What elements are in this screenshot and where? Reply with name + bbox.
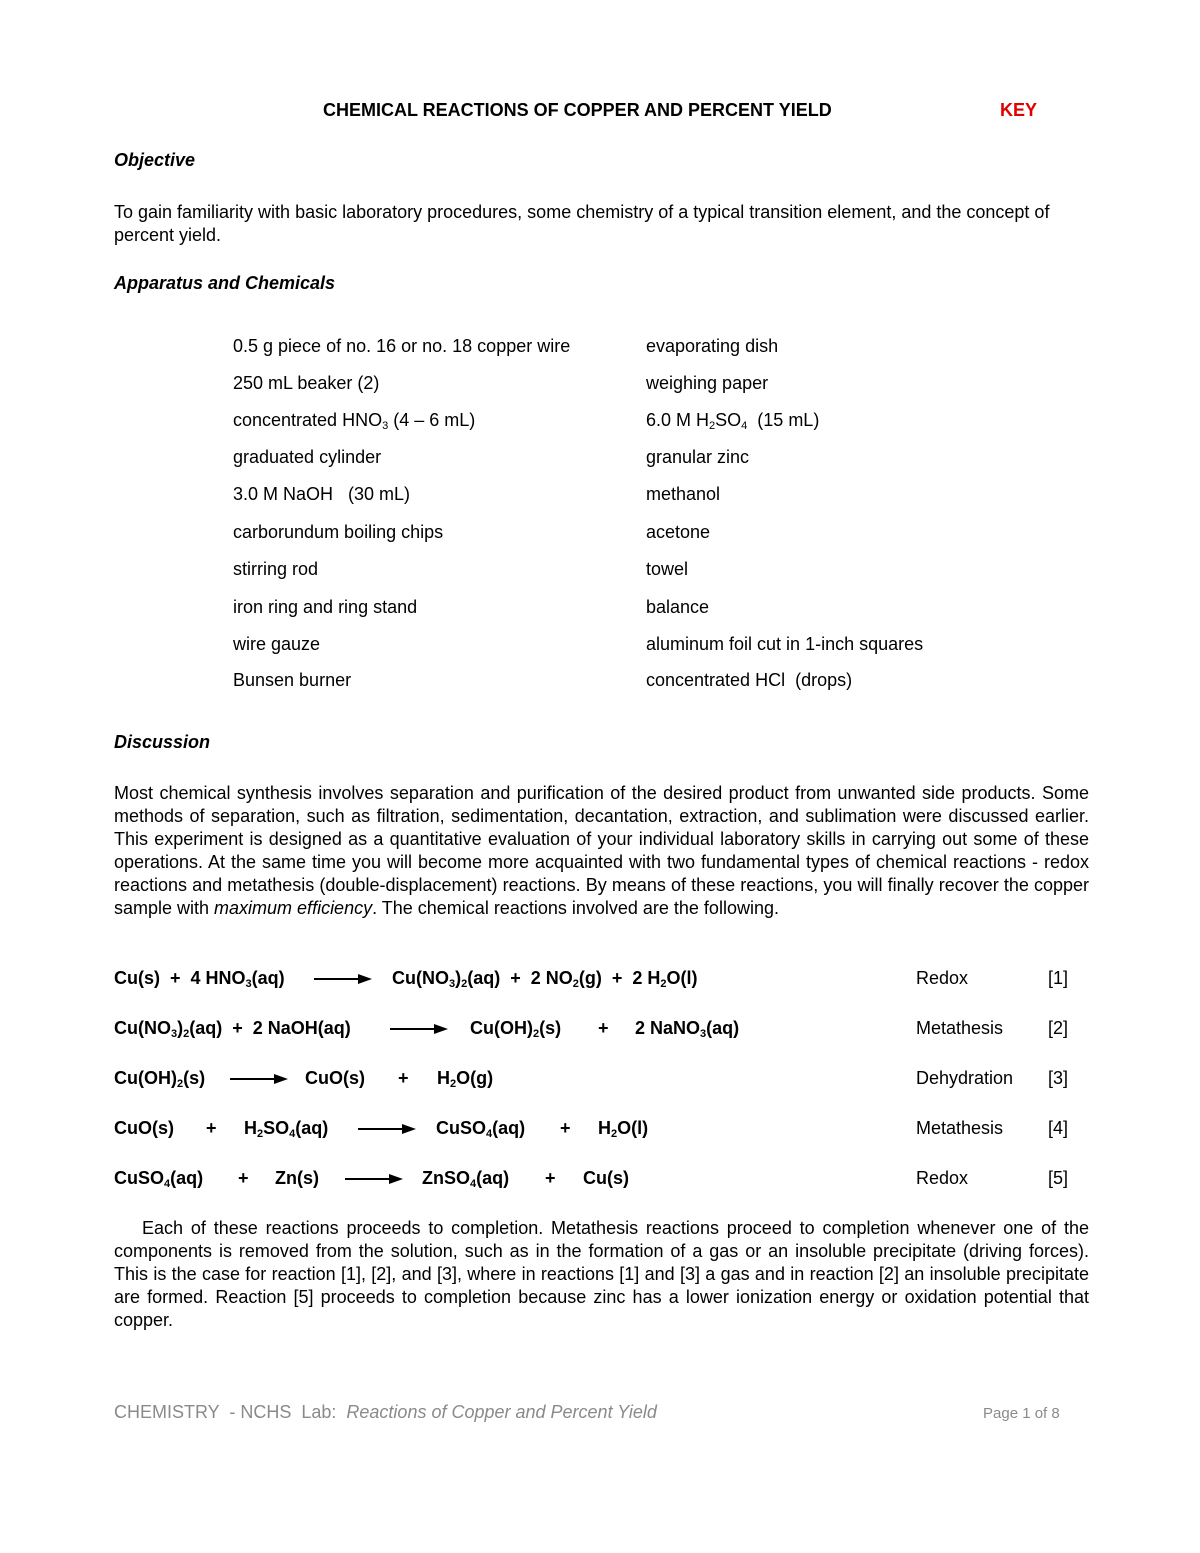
reaction-product: 2 NaNO$_3$(aq): [635, 1018, 740, 1040]
reaction-type: Dehydration: [916, 1068, 1014, 1088]
reaction-product: CuSO$_4$(aq): [436, 1118, 526, 1140]
reaction-product: ZnSO$_4$(aq): [422, 1168, 510, 1190]
document-title: CHEMICAL REACTIONS OF COPPER AND PERCENT YIELD: [323, 100, 832, 120]
reaction-plus: +: [398, 1068, 409, 1088]
discussion-paragraph: Most chemical synthesis involves separation and purification of the desired product from unwanted side products. Some methods of separation, such as filtration, sedimentation, decantation, extraction, and sublimation were discussed earlier. This experiment is designed as a quantitative evaluation of your individual laboratory skills in carrying out some of these operations. At the same time you will become more acquainted with two fundamental types of chemical reactions - redox reactions and metathesis (double-displacement) reactions. By means of these reactions, you will finally recover the copper sample with maximum efficiency. The chemical reactions involved are the following.: [114, 783, 1089, 918]
reaction-reactant: CuO(s): [114, 1118, 174, 1138]
reaction-number: [1]: [1048, 968, 1069, 988]
list-item: 250 mL beaker (2): [233, 373, 380, 393]
list-item: concentrated HCl (drops): [646, 670, 853, 690]
reaction-plus: +: [238, 1168, 249, 1188]
reaction-product: Cu(s): [583, 1168, 629, 1188]
reaction-plus: +: [560, 1118, 571, 1138]
reaction-number: [3]: [1048, 1068, 1069, 1088]
reaction-plus: +: [545, 1168, 556, 1188]
list-item: evaporating dish: [646, 336, 779, 356]
list-item: weighing paper: [646, 373, 769, 393]
reaction-reactant: $Cu(OH)_2(s)$: [114, 1068, 206, 1090]
reaction-type: Metathesis: [916, 1118, 1004, 1138]
list-item: 6.0 M $H_2SO_4$ (15 mL): [646, 410, 820, 432]
list-item: stirring rod: [233, 559, 319, 579]
discussion-heading: Discussion: [114, 732, 211, 752]
reaction-number: [2]: [1048, 1018, 1069, 1038]
list-item: methanol: [646, 484, 721, 504]
reaction-product: CuO(s): [305, 1068, 365, 1088]
list-item: carborundum boiling chips: [233, 522, 444, 542]
reaction-products: $Cu(NO_3)_2(aq) + 2$ $NO_2(g) + 2$ $H_2O(l)$: [392, 968, 698, 990]
reaction-type: Redox: [916, 968, 969, 988]
reaction-arrow-icon: [345, 1173, 403, 1185]
list-item: Bunsen burner: [233, 670, 352, 690]
list-item: wire gauze: [233, 634, 321, 654]
footer-lab-title: Reactions of Copper and Percent Yield: [346, 1402, 657, 1422]
reaction-product: $Cu(OH)_2(s)$: [470, 1018, 562, 1040]
reaction-type: Redox: [916, 1168, 969, 1188]
reaction-arrow-icon: [314, 973, 372, 985]
apparatus-heading: Apparatus and Chemicals: [114, 273, 336, 293]
reaction-product: $H_2O(g)$: [437, 1068, 494, 1090]
page-footer: [114, 1402, 657, 1423]
list-item: granular zinc: [646, 447, 750, 467]
completion-paragraph: Each of these reactions proceeds to completion. Metathesis reactions proceed to completion whenever one of the components is removed from the solution, such as in the formation of a gas or an insoluble precipitate (driving forces). This is the case for reaction [1], [2], and [3], where in reactions [1] and [3] a gas and in reaction [2] an insoluble precipitate are formed. Reaction [5] proceeds to completion because zinc has a lower ionization energy or oxidation potential that copper.: [114, 1218, 1089, 1330]
list-item: iron ring and ring stand: [233, 597, 418, 617]
reaction-reactants: $Cu(NO_3)_2(aq) + 2$ NaOH(aq): [114, 1018, 351, 1040]
list-item: 0.5 g piece of no. 16 or no. 18 copper wire: [233, 336, 571, 356]
reaction-arrow-icon: [230, 1073, 288, 1085]
list-item: concentrated $HNO_3$ (4 – 6 mL): [233, 410, 476, 432]
page-number: Page 1 of 8: [983, 1405, 1060, 1422]
reaction-reactants: Cu(s) + 4 $HNO_3(aq)$: [114, 968, 285, 990]
reaction-reactant: $H_2SO_4(aq)$: [244, 1118, 329, 1140]
list-item: graduated cylinder: [233, 447, 382, 467]
reaction-product: $H_2O(l)$: [598, 1118, 649, 1140]
key-label: KEY: [1000, 100, 1038, 120]
reaction-reactant: CuSO$_4$(aq): [114, 1168, 204, 1190]
reaction-plus: +: [206, 1118, 217, 1138]
reaction-arrow-icon: [358, 1123, 416, 1135]
list-item: towel: [646, 559, 689, 579]
footer-course: CHEMISTRY - NCHS Lab:: [114, 1402, 347, 1422]
reaction-type: Metathesis: [916, 1018, 1004, 1038]
list-item: 3.0 M NaOH (30 mL): [233, 484, 411, 504]
reaction-number: [5]: [1048, 1168, 1069, 1188]
reaction-arrow-icon: [390, 1023, 448, 1035]
reaction-number: [4]: [1048, 1118, 1069, 1138]
objective-text: To gain familiarity with basic laboratory procedures, some chemistry of a typical transition element, and the concept of percent yield.: [114, 202, 1050, 245]
list-item: balance: [646, 597, 710, 617]
objective-heading: Objective: [114, 150, 196, 170]
list-item: aluminum foil cut in 1-inch squares: [646, 634, 924, 654]
list-item: acetone: [646, 522, 711, 542]
reaction-plus: +: [598, 1018, 609, 1038]
reaction-reactant: Zn(s): [275, 1168, 319, 1188]
